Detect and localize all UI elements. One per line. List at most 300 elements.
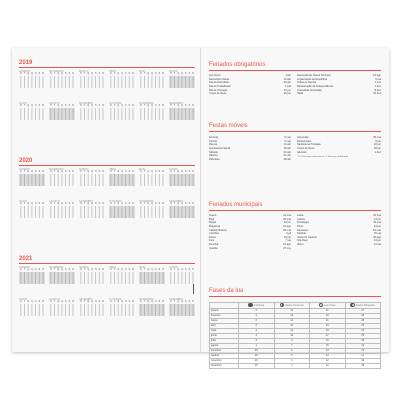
holiday-label: Bragança	[209, 225, 221, 229]
weekday-label: T	[83, 105, 86, 107]
weekday-label: S	[140, 203, 142, 205]
weekday-label: T	[53, 269, 56, 271]
moon-day: 19	[310, 313, 346, 318]
weekday-label: T	[83, 301, 86, 303]
month-name: SETEMBRO	[79, 200, 94, 203]
weekday-label: S	[50, 301, 52, 303]
holiday-label: Entrudo	[209, 136, 219, 140]
weekday-label: Q	[151, 73, 153, 75]
weekday-label: Q	[117, 105, 120, 107]
weekday-label: S	[170, 171, 172, 173]
weekday-label: Q	[31, 105, 33, 107]
month-name: MARÇO	[79, 168, 89, 171]
moon-month: novembro	[210, 358, 239, 363]
moon-day: 19	[345, 363, 381, 368]
festas-title: Festas móveis	[209, 123, 248, 129]
holiday-label: Lisboa	[297, 217, 305, 221]
weekday-label: T	[173, 203, 176, 205]
holiday-date: 20 ago	[373, 235, 381, 239]
weekday-label: S	[188, 301, 191, 303]
weekday-label: D	[162, 105, 164, 107]
holiday-date: 9 jun	[375, 139, 381, 143]
weekday-label: T	[23, 171, 26, 173]
weekday-label: Q	[27, 73, 30, 75]
holiday-label: Setúbal	[297, 232, 306, 236]
weekday-label: S	[64, 171, 67, 173]
moon-day: 26	[345, 328, 381, 333]
day-grid	[19, 76, 45, 88]
weekday-label: S	[154, 301, 157, 303]
weekday-label: S	[98, 73, 101, 75]
weekday-label: Q	[177, 269, 180, 271]
holiday-date: 13 jun	[373, 217, 381, 221]
weekday-label: T	[23, 269, 26, 271]
weekday-label: S	[20, 171, 22, 173]
moon-day: 26	[345, 323, 381, 328]
weekday-label: S	[80, 105, 82, 107]
weekday-row	[79, 203, 105, 206]
weekday-label: S	[64, 105, 67, 107]
holiday-label: Santarém	[297, 228, 309, 232]
weekday-label: T	[173, 105, 176, 107]
luas-title: Fases da lua	[209, 288, 244, 294]
holiday-date: 25 dez	[373, 92, 381, 96]
month-name: JULHO	[19, 102, 28, 105]
month-name: FEVEREIRO	[49, 70, 64, 73]
weekday-label: D	[162, 269, 164, 271]
luas-rule	[209, 296, 381, 297]
holiday-date: 19 abr	[283, 77, 291, 81]
weekday-label: Q	[117, 301, 120, 303]
weekday-label: S	[94, 269, 97, 271]
weekday-label: S	[68, 171, 71, 173]
weekday-label: S	[98, 203, 101, 205]
weekday-row	[169, 73, 195, 76]
month-name: NOVEMBRO	[139, 102, 154, 105]
month-name: NOVEMBRO	[139, 298, 154, 301]
weekday-label: S	[38, 105, 41, 107]
weekday-label: T	[23, 301, 26, 303]
day-grid	[49, 272, 75, 284]
moon-icon	[350, 303, 354, 307]
weekday-row	[169, 105, 195, 108]
holiday-date: 14 abr	[283, 143, 291, 147]
holiday-date: 1 mai	[284, 85, 291, 89]
weekday-label: S	[68, 73, 71, 75]
weekday-row	[79, 105, 105, 108]
weekday-label: S	[80, 171, 82, 173]
month-2	[49, 168, 76, 186]
moon-day: 10	[274, 333, 310, 338]
weekday-label: S	[64, 73, 67, 75]
feriados-rule	[209, 70, 381, 71]
weekday-row	[19, 301, 45, 304]
weekday-label: S	[170, 203, 172, 205]
weekday-row	[139, 105, 165, 108]
month-4	[109, 266, 136, 284]
month-name: MARÇO	[79, 70, 89, 73]
holiday-label: Porto	[297, 225, 304, 229]
holiday-date: 20 jun	[373, 147, 381, 151]
weekday-label: S	[34, 73, 37, 75]
holiday-date: 4 jul	[286, 232, 291, 236]
month-10	[109, 102, 136, 120]
page-edge-mark	[193, 284, 194, 294]
weekday-label: Q	[121, 301, 123, 303]
weekday-label: S	[80, 73, 82, 75]
year-calendar-2021	[19, 256, 195, 303]
weekday-label: Q	[121, 73, 123, 75]
moon-phases-table	[209, 302, 381, 369]
moon-day: 21	[310, 318, 346, 323]
weekday-label: Q	[31, 73, 33, 75]
month-3	[79, 168, 106, 186]
month-9	[79, 200, 106, 218]
holiday-label: Leiria	[297, 214, 304, 218]
holiday-label: Vila Real	[297, 239, 308, 243]
holiday-date: 6 mar	[284, 139, 291, 143]
year-calendar-2019	[19, 60, 195, 107]
weekday-label: S	[80, 203, 82, 205]
weekday-label: T	[53, 73, 56, 75]
weekday-label: T	[143, 171, 146, 173]
day-grid	[139, 174, 165, 186]
weekday-label: Q	[87, 269, 90, 271]
weekday-label: S	[110, 269, 112, 271]
holiday-label: Assunção de Nossa Senhora	[297, 74, 331, 78]
weekday-label: S	[50, 73, 52, 75]
weekday-label: T	[53, 171, 56, 173]
moon-month: maio	[210, 328, 239, 333]
holiday-date: 20 jun	[283, 92, 291, 96]
weekday-label: D	[102, 171, 104, 173]
month-name: JANEIRO	[19, 70, 31, 73]
moon-day: 19	[345, 358, 381, 363]
moon-day: 5	[274, 353, 310, 358]
weekday-label: Q	[147, 105, 150, 107]
weekday-label: T	[173, 171, 176, 173]
weekday-label: Q	[181, 269, 183, 271]
holiday-label: Sábado	[209, 150, 218, 154]
moon-phase-label: Quarto Minguante	[355, 303, 376, 307]
weekday-label: Q	[91, 73, 93, 75]
holiday-label: Quinta-feira Santa	[209, 147, 231, 151]
moon-day: 7	[274, 343, 310, 348]
month-name: FEVEREIRO	[49, 168, 64, 171]
weekday-row	[109, 73, 135, 76]
weekday-label: S	[170, 301, 172, 303]
weekday-label: Q	[57, 269, 60, 271]
holiday-date: 1 dez	[374, 85, 381, 89]
holiday-label: Ascensão	[297, 136, 309, 140]
weekday-label: D	[42, 73, 44, 75]
weekday-label: D	[72, 301, 74, 303]
weekday-label: S	[34, 171, 37, 173]
weekday-label: T	[143, 269, 146, 271]
weekday-label: T	[113, 171, 116, 173]
holiday-date: 16 jun	[373, 143, 381, 147]
weekday-label: T	[113, 203, 116, 205]
month-name: OUTUBRO	[109, 102, 122, 105]
holiday-label: Ano Novo	[209, 74, 221, 78]
weekday-label: Q	[177, 171, 180, 173]
day-grid	[79, 108, 105, 120]
month-5	[139, 70, 166, 88]
holiday-row	[297, 243, 381, 247]
year-title: 2019	[19, 60, 33, 66]
moon-day: 12	[310, 358, 346, 363]
weekday-label: S	[140, 301, 142, 303]
weekday-label: T	[113, 301, 116, 303]
weekday-row	[109, 269, 135, 272]
holiday-date: 18 abr	[283, 147, 291, 151]
moon-day: 3	[239, 333, 275, 338]
moon-table-row	[210, 363, 381, 368]
weekday-label: Q	[87, 171, 90, 173]
weekday-label: D	[42, 301, 44, 303]
day-grid	[79, 304, 105, 316]
weekday-label: S	[128, 203, 131, 205]
weekday-label: Q	[27, 203, 30, 205]
month-name: JULHO	[19, 200, 28, 203]
month-1	[19, 266, 46, 284]
weekday-label: D	[192, 171, 194, 173]
weekday-label: S	[128, 73, 131, 75]
weekday-label: Q	[91, 171, 93, 173]
weekday-label: D	[132, 203, 134, 205]
weekday-label: S	[188, 269, 191, 271]
holiday-label: Implantação da República	[297, 77, 327, 81]
weekday-label: S	[50, 105, 52, 107]
weekday-label: T	[173, 301, 176, 303]
holiday-date: 29 jun	[283, 235, 291, 239]
weekday-label: Q	[87, 203, 90, 205]
feriados-list-right	[297, 74, 381, 96]
month-3	[79, 266, 106, 284]
weekday-label: S	[94, 171, 97, 173]
weekday-label: Q	[151, 105, 153, 107]
weekday-label: S	[20, 301, 22, 303]
weekday-row	[169, 203, 195, 206]
moon-icon	[319, 303, 323, 307]
weekday-label: Q	[121, 171, 123, 173]
holiday-date: 22 mai	[373, 214, 381, 218]
weekday-label: S	[140, 73, 142, 75]
weekday-label: S	[184, 171, 187, 173]
weekday-label: Q	[177, 203, 180, 205]
weekday-label: Q	[147, 73, 150, 75]
weekday-label: Q	[117, 73, 120, 75]
weekday-row	[49, 105, 75, 108]
moon-day: 13	[310, 353, 346, 358]
weekday-label: S	[128, 105, 131, 107]
holiday-label: Imaculada Conceição	[297, 88, 322, 92]
moon-day: 1	[239, 343, 275, 348]
holiday-row	[297, 92, 381, 96]
holiday-label: Évora	[209, 235, 216, 239]
festas-rule	[209, 131, 381, 132]
month-name: AGOSTO	[49, 298, 60, 301]
weekday-label: Q	[27, 171, 30, 173]
weekday-label: S	[128, 301, 131, 303]
weekday-label: T	[173, 269, 176, 271]
month-5	[139, 168, 166, 186]
day-grid	[169, 206, 195, 218]
day-grid	[19, 206, 45, 218]
festas-list-right	[297, 136, 381, 154]
weekday-label: Q	[27, 269, 30, 271]
municipais-title: Feriados municipais	[209, 202, 263, 208]
weekday-label: Q	[147, 171, 150, 173]
moon-day: 16	[310, 338, 346, 343]
month-4	[109, 168, 136, 186]
weekday-label: Q	[61, 301, 63, 303]
moon-day: 14	[274, 318, 310, 323]
weekday-label: S	[68, 203, 71, 205]
weekday-label: D	[42, 105, 44, 107]
weekday-label: S	[184, 105, 187, 107]
weekday-label: S	[110, 203, 112, 205]
moon-day: 25	[345, 338, 381, 343]
weekday-label: S	[154, 269, 157, 271]
weekday-label: S	[34, 203, 37, 205]
year-rule	[19, 67, 195, 68]
weekday-label: S	[50, 203, 52, 205]
month-name: MAIO	[139, 266, 146, 269]
weekday-label: D	[72, 105, 74, 107]
weekday-label: Q	[151, 269, 153, 271]
month-2	[49, 266, 76, 284]
weekday-label: T	[113, 269, 116, 271]
month-name: SETEMBRO	[79, 102, 94, 105]
weekday-row	[169, 269, 195, 272]
weekday-row	[49, 269, 75, 272]
month-name: JUNHO	[169, 266, 178, 269]
weekday-label: D	[102, 269, 104, 271]
day-grid	[49, 206, 75, 218]
holiday-date: 15 ago	[373, 74, 381, 78]
weekday-label: T	[143, 301, 146, 303]
weekday-label: D	[132, 73, 134, 75]
holiday-date: 1 dez	[374, 150, 381, 154]
month-name: JUNHO	[169, 168, 178, 171]
weekday-label: Q	[121, 203, 123, 205]
day-grid	[139, 206, 165, 218]
weekday-label: S	[110, 73, 112, 75]
moon-day: 26	[239, 363, 275, 368]
holiday-label: Dia de Portugal	[209, 88, 227, 92]
month-12	[169, 298, 196, 316]
holiday-row	[209, 246, 291, 250]
day-grid	[109, 76, 135, 88]
moon-phase-label: Lua Nova	[253, 303, 265, 307]
weekday-label: Q	[147, 203, 150, 205]
holiday-date: 19 mar	[372, 228, 381, 232]
weekday-label: S	[98, 269, 101, 271]
weekday-label: S	[38, 301, 41, 303]
holiday-date: 28 abr	[283, 157, 291, 161]
weekday-label: S	[140, 269, 142, 271]
weekday-label: D	[162, 171, 164, 173]
holiday-label: Ramos	[209, 143, 218, 147]
day-grid	[79, 206, 105, 218]
weekday-label: D	[72, 203, 74, 205]
month-6	[169, 168, 196, 186]
weekday-label: D	[162, 73, 164, 75]
month-7	[19, 298, 46, 316]
moon-phase-label: Lua Cheia	[324, 303, 336, 307]
day-grid	[49, 76, 75, 88]
weekday-row	[139, 171, 165, 174]
day-grid	[49, 108, 75, 120]
weekday-label: D	[192, 203, 194, 205]
weekday-row	[139, 203, 165, 206]
moon-day: 21	[310, 308, 346, 313]
holiday-date: 15 set	[373, 232, 381, 236]
weekday-row	[19, 73, 45, 76]
holiday-label: Aveiro	[209, 214, 217, 218]
moon-day: 4	[274, 363, 310, 368]
weekday-row	[109, 171, 135, 174]
weekday-label: T	[83, 203, 86, 205]
month-6	[169, 266, 196, 284]
month-8	[49, 200, 76, 218]
weekday-label: S	[68, 105, 71, 107]
moon-day: 18	[310, 328, 346, 333]
year-rule	[19, 263, 195, 264]
weekday-label: Q	[147, 301, 150, 303]
weekday-label: Q	[57, 105, 60, 107]
weekday-label: D	[132, 269, 134, 271]
weekday-row	[19, 171, 45, 174]
moon-day: 4	[274, 358, 310, 363]
weekday-label: Q	[61, 203, 63, 205]
moon-day: 25	[345, 333, 381, 338]
moon-day: 4	[239, 313, 275, 318]
weekday-row	[109, 105, 135, 108]
moon-day: 12	[310, 363, 346, 368]
weekday-label: S	[68, 269, 71, 271]
weekday-row	[139, 301, 165, 304]
holiday-date: 21 ago	[283, 243, 291, 247]
holiday-date: 1 nov	[374, 81, 381, 85]
weekday-label: S	[64, 269, 67, 271]
weekday-label: D	[72, 73, 74, 75]
holiday-label: Corpo de Deus	[297, 147, 315, 151]
holiday-label: Coimbra	[209, 232, 219, 236]
weekday-label: S	[68, 301, 71, 303]
weekday-row	[169, 171, 195, 174]
weekday-label: S	[188, 73, 191, 75]
year-rule	[19, 165, 195, 166]
weekday-label: S	[38, 269, 41, 271]
weekday-label: S	[184, 301, 187, 303]
moon-month: fevereiro	[210, 313, 239, 318]
weekday-label: S	[184, 203, 187, 205]
holiday-label: Braga	[209, 221, 216, 225]
moon-day: 12	[274, 328, 310, 333]
month-7	[19, 200, 46, 218]
month-4	[109, 70, 136, 88]
weekday-row	[139, 73, 165, 76]
weekday-label: S	[98, 301, 101, 303]
moon-month: julho	[210, 338, 239, 343]
weekday-label: S	[94, 203, 97, 205]
weekday-label: Q	[91, 269, 93, 271]
year-title: 2021	[19, 256, 33, 262]
month-8	[49, 298, 76, 316]
weekday-label: S	[110, 171, 112, 173]
